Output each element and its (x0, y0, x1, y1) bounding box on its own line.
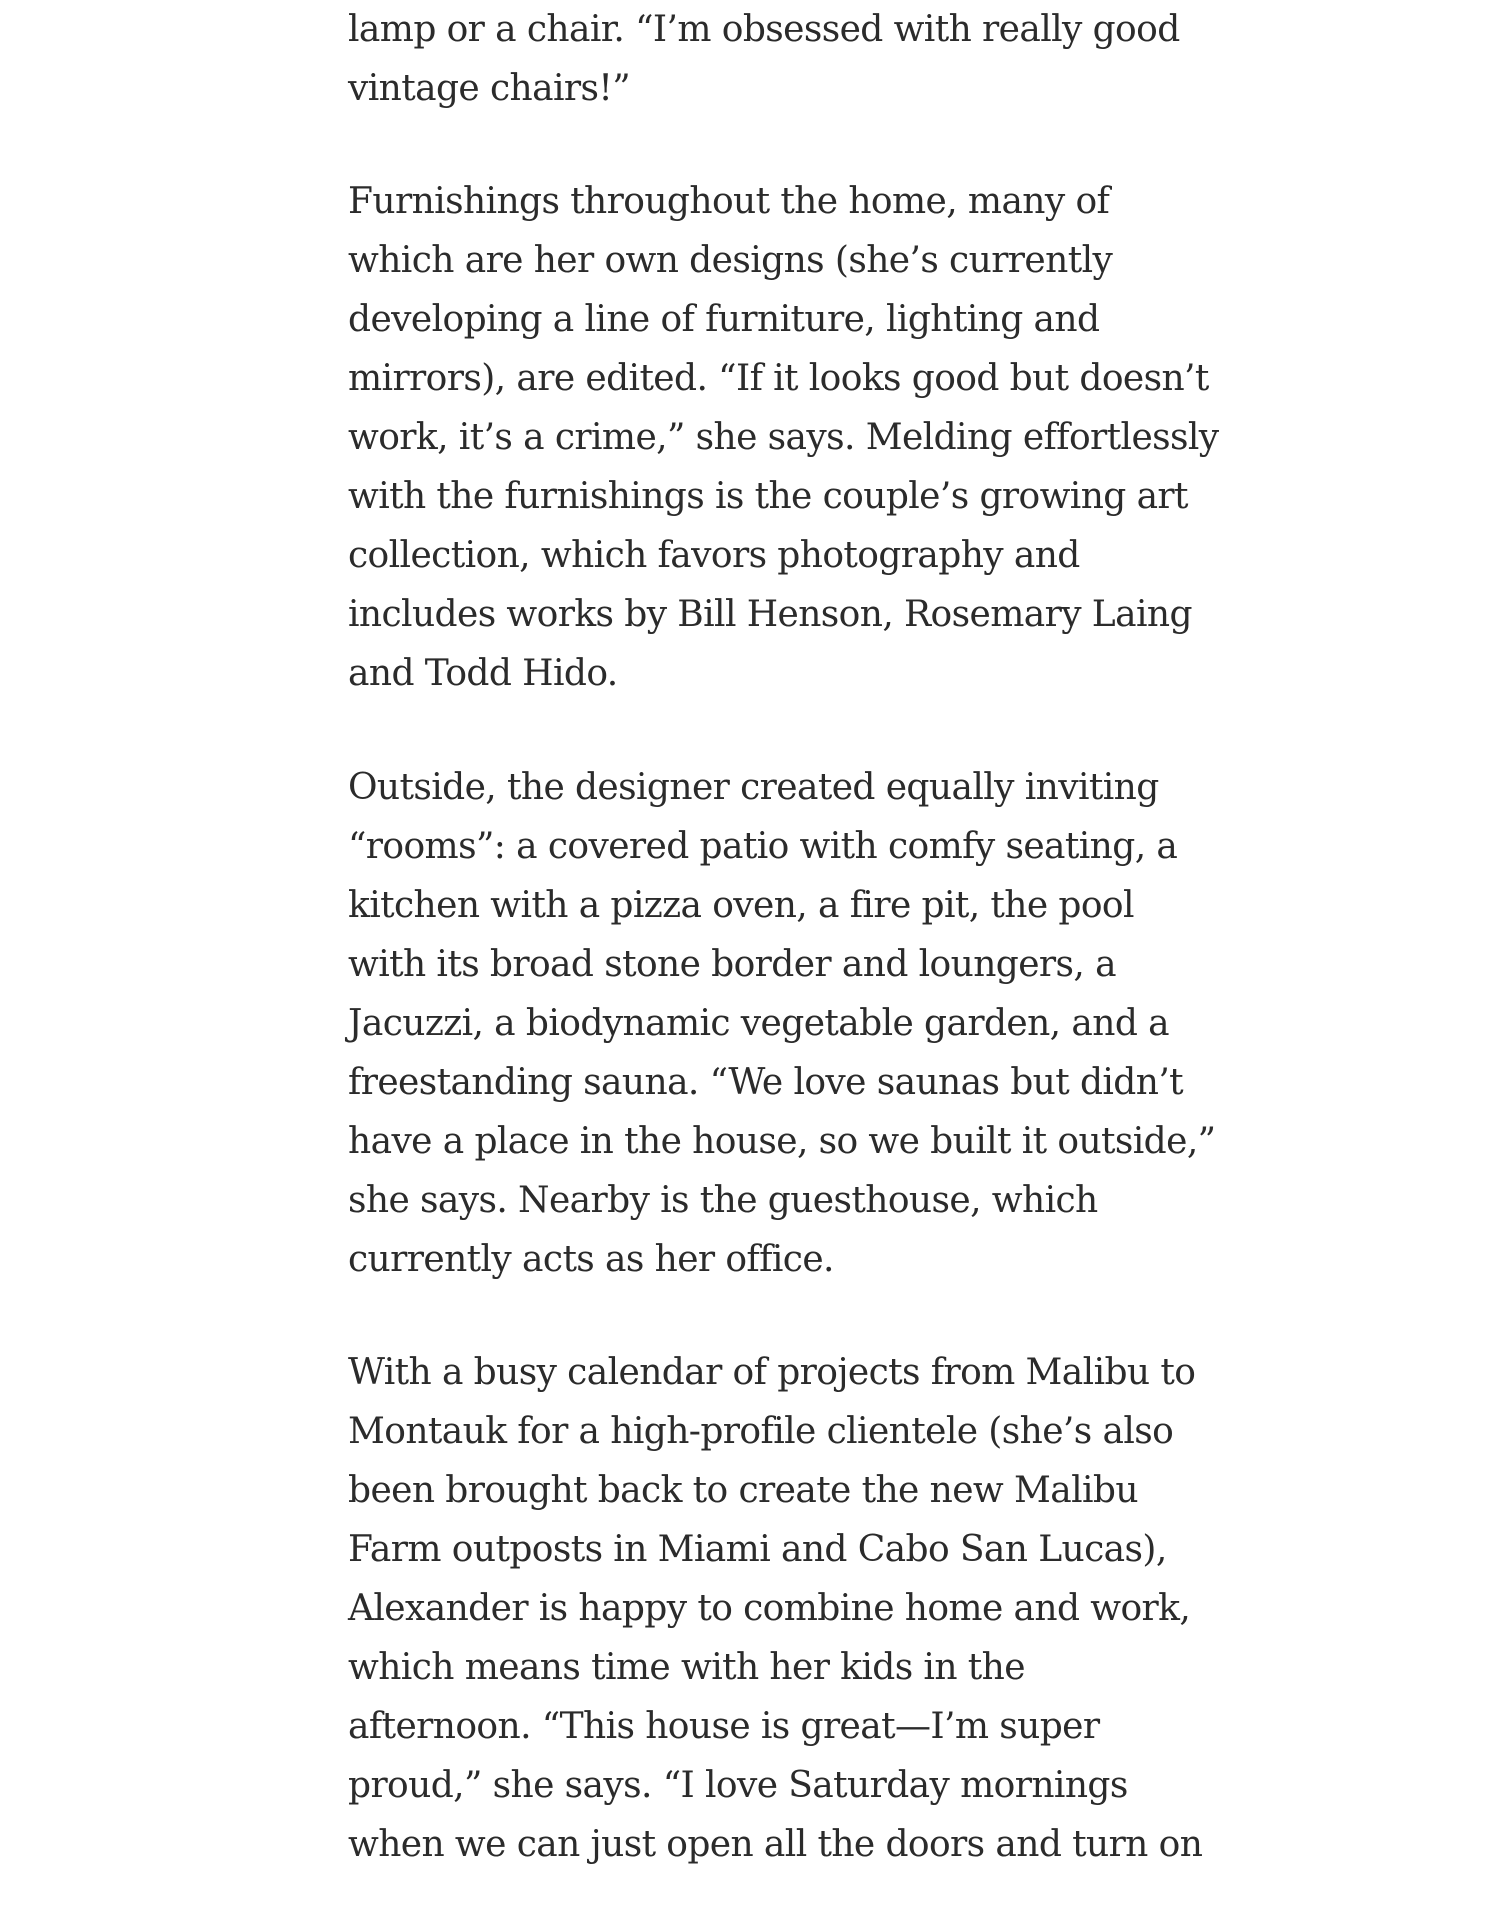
paragraph-line: Outside, the designer created equally inviting (348, 767, 1159, 808)
paragraph-line: lamp or a chair. “I’m obsessed with really good (348, 9, 1180, 50)
paragraph-line: which means time with her kids in the (348, 1647, 1025, 1688)
paragraph-line: with the furnishings is the couple’s growing art (348, 476, 1188, 517)
paragraph-line: Furnishings throughout the home, many of (348, 181, 1110, 222)
paragraph-line: Farm outposts in Miami and Cabo San Lucas), (348, 1529, 1167, 1570)
article-paragraph-1 (348, 0, 1180, 118)
paragraph-line: vintage chairs!” (348, 68, 631, 109)
paragraph-line: when we can just open all the doors and turn on (348, 1824, 1203, 1865)
paragraph-line: have a place in the house, so we built it outside,” (348, 1121, 1216, 1162)
paragraph-line: mirrors), are edited. “If it looks good but doesn’t (348, 358, 1209, 399)
article-paragraph-4 (348, 1343, 1202, 1874)
paragraph-line: currently acts as her office. (348, 1239, 834, 1280)
paragraph-line: work, it’s a crime,” she says. Melding effortlessly (348, 417, 1219, 458)
paragraph-line: includes works by Bill Henson, Rosemary Laing (348, 594, 1192, 635)
paragraph-line: afternoon. “This house is great—I’m super (348, 1706, 1100, 1747)
paragraph-line: and Todd Hido. (348, 653, 618, 694)
article-paragraph-3 (348, 758, 1216, 1289)
paragraph-line: Jacuzzi, a biodynamic vegetable garden, and a (348, 1003, 1169, 1044)
paragraph-line: proud,” she says. “I love Saturday mornings (348, 1765, 1128, 1806)
paragraph-line: with its broad stone border and loungers, a (348, 944, 1116, 985)
paragraph-line: With a busy calendar of projects from Malibu to (348, 1352, 1196, 1393)
paragraph-line: Montauk for a high-profile clientele (she’s also (348, 1411, 1174, 1452)
paragraph-line: collection, which favors photography and (348, 535, 1080, 576)
article-paragraph-2 (348, 172, 1219, 703)
paragraph-line: been brought back to create the new Malibu (348, 1470, 1138, 1511)
paragraph-line: developing a line of furniture, lighting and (348, 299, 1100, 340)
paragraph-line: freestanding sauna. “We love saunas but didn’t (348, 1062, 1184, 1103)
paragraph-line: kitchen with a pizza oven, a fire pit, the pool (348, 885, 1134, 926)
paragraph-line: she says. Nearby is the guesthouse, which (348, 1180, 1098, 1221)
paragraph-line: Alexander is happy to combine home and work, (348, 1588, 1191, 1629)
paragraph-line: which are her own designs (she’s currently (348, 240, 1113, 281)
paragraph-line: “rooms”: a covered patio with comfy seating, a (348, 826, 1178, 867)
